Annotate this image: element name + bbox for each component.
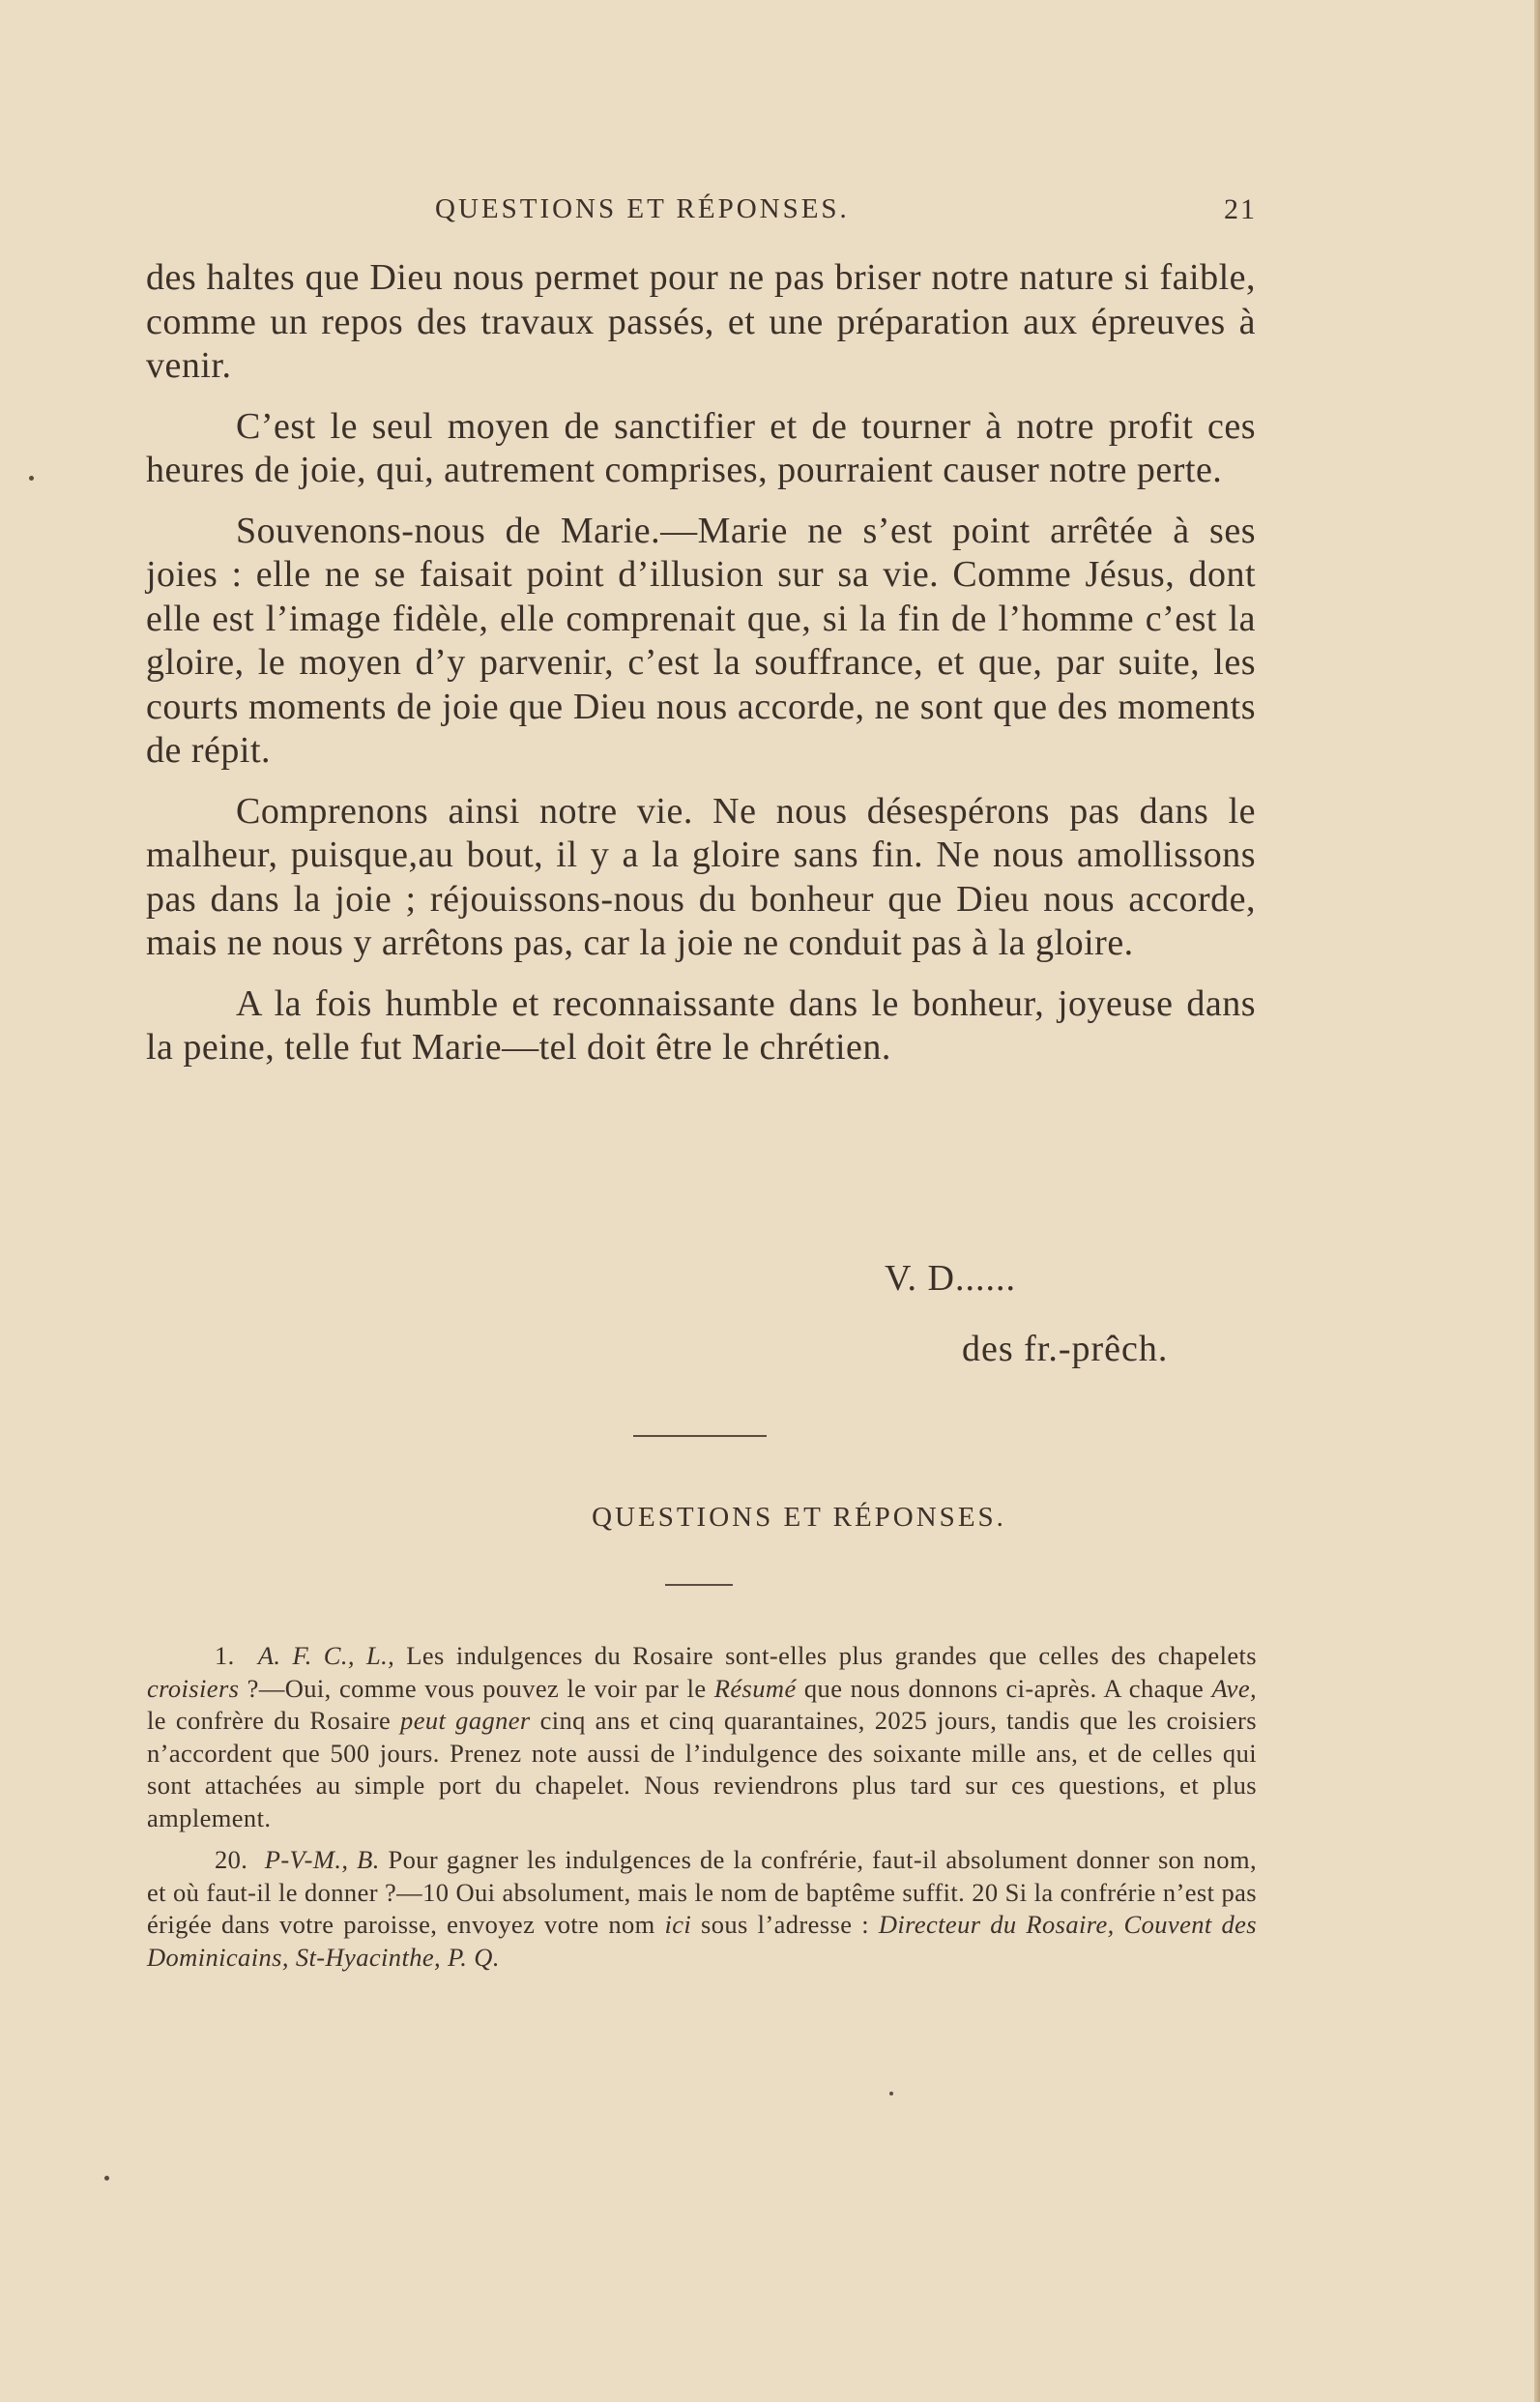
paragraph-5: A la fois humble et reconnaissante dans le bonheur, joyeuse dans la peine, telle fut Marie—tel doit être le chrétien. bbox=[146, 982, 1256, 1068]
speck bbox=[29, 476, 34, 481]
question-1-croisiers: croisiers bbox=[147, 1673, 240, 1703]
question-1-peut: peut gagner bbox=[400, 1706, 531, 1735]
question-1-text-d: le confrère du Rosaire bbox=[147, 1706, 392, 1735]
question-1-resume: Résumé bbox=[713, 1673, 797, 1703]
signature-title: des fr.-prêch. bbox=[962, 1329, 1169, 1369]
question-1-ave: Ave, bbox=[1211, 1673, 1258, 1703]
question-2-text-a: Pour gagner les indulgences de la confrérie, faut-il absolument donner son nom, et où faut-il le donner ?—10 Oui absolument, mais le nom de baptême suffit. 20 Si la confrérie n’est pas érigée dans votre paroisse, envoyez votre nom bbox=[147, 1845, 1257, 1939]
page-header bbox=[145, 193, 1257, 232]
paragraph-2: C’est le seul moyen de sanctifier et de tourner à notre profit ces heures de joie, qui, autrement comprises, pourraient causer notre perte. bbox=[146, 405, 1256, 490]
question-2-ici: ici bbox=[664, 1910, 692, 1939]
questions-list bbox=[147, 1640, 1257, 1983]
question-1 bbox=[147, 1640, 1257, 1834]
page-number: 21 bbox=[1224, 193, 1257, 225]
running-title: QUESTIONS ET RÉPONSES. bbox=[435, 193, 850, 224]
question-1-text-a: Les indulgences du Rosaire sont-elles plus grandes que celles des chapelets bbox=[406, 1641, 1257, 1670]
paragraph-4: Comprenons ainsi notre vie. Ne nous désespérons pas dans le malheur, puisque,au bout, il y a la gloire sans fin. Ne nous amollissons pas dans la joie ; réjouissons-nous du bonheur que Dieu nous accorde, mais ne nous y arrêtons pas, car la joie ne conduit pas à la gloire. bbox=[146, 790, 1256, 963]
section-rule bbox=[665, 1584, 733, 1586]
question-1-number: 1. bbox=[215, 1641, 235, 1670]
speck bbox=[889, 2092, 893, 2095]
question-1-text-c: que nous donnons ci-après. A chaque bbox=[803, 1673, 1205, 1703]
signature-name: V. D...... bbox=[885, 1258, 1016, 1299]
paragraph-3: Souvenons-nous de Marie.—Marie ne s’est point arrêtée à ses joies : elle ne se faisait point d’illusion sur sa vie. Comme Jésus, dont elle est l’image fidèle, elle comprenait que, si la fin de l’homme c’est la gloire, le moyen d’y parvenir, c’est la souffrance, et que, par suite, les courts moments de joie que Dieu nous accorde, ne sont que des moments de répit. bbox=[146, 510, 1256, 771]
question-2-number: 20. bbox=[215, 1845, 248, 1874]
speck bbox=[104, 2176, 109, 2181]
question-2-address: Directeur du Rosaire, Couvent des Dominicains, St-Hyacinthe, P. Q. bbox=[147, 1910, 1258, 1972]
main-text bbox=[146, 256, 1256, 1087]
section-title: QUESTIONS ET RÉPONSES. bbox=[592, 1502, 1006, 1533]
question-1-text-b: ?—Oui, comme vous pouvez le voir par le bbox=[247, 1673, 707, 1703]
question-2 bbox=[147, 1844, 1257, 1974]
divider-rule bbox=[633, 1435, 767, 1437]
question-2-initials: P-V-M., B. bbox=[264, 1845, 380, 1874]
question-2-text-b: sous l’adresse : bbox=[701, 1910, 869, 1939]
page-edge bbox=[1534, 0, 1540, 2402]
paragraph-1: des haltes que Dieu nous permet pour ne pas briser notre nature si faible, comme un repos des travaux passés, et une préparation aux épreuves à venir. bbox=[146, 257, 1256, 386]
question-1-initials: A. F. C., L., bbox=[257, 1641, 395, 1670]
question-1-text-e: cinq ans et cinq quarantaines, 2025 jours, tandis que les croisiers n’accordent que 500 jours. Prenez note aussi de l’indulgence des soixante mille ans, et de celles qui sont attachées au simple port du chapelet. Nous reviendrons plus tard sur ces questions, et plus amplement. bbox=[147, 1706, 1257, 1832]
